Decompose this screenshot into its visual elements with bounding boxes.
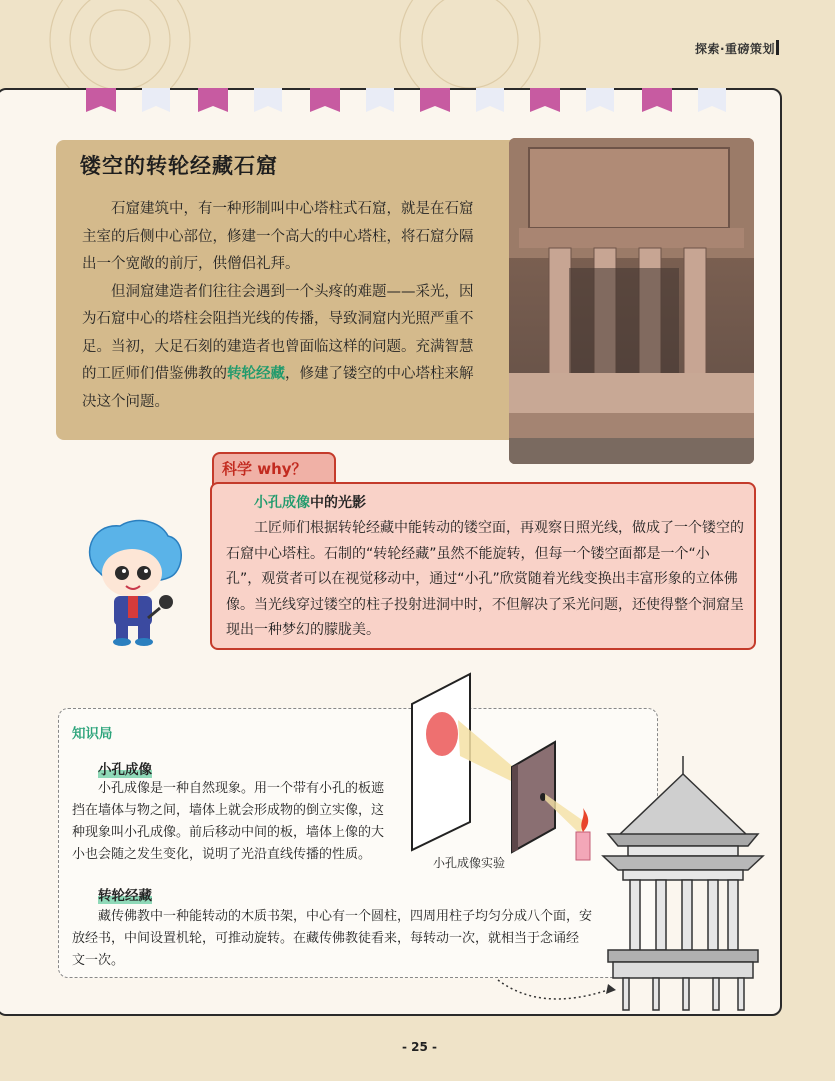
article-paragraph-2 — [82, 279, 474, 417]
article-title: 镂空的转轮经藏石窟 — [80, 154, 278, 178]
term-prayer-wheel: 转轮经藏 — [98, 884, 152, 904]
science-why-body: 工匠师们根据转轮经藏中能转动的镂空面，再观察日照光线，做成了一个镂空的石窟中心塔柱。石制的“转轮经藏”虽然不能旋转，但每一个镂空面都是一个“小孔”，观赏者可以在视觉移动中，通过“小孔”欣赏随着光线变换出丰富形象的立体佛像。当光线穿过镂空的柱子投射进洞中时，不但解决了采光问题，还使得整个洞窟呈现出一种梦幻的朦胧美。 — [226, 520, 744, 638]
highlight-term: 转轮经藏 — [227, 366, 285, 382]
article-paragraph-1: 石窟建筑中，有一种形制叫中心塔柱式石窟，就是在石窟主室的后侧中心部位，修建一个高大的中心塔柱，将石窟分隔出一个宽敞的前厅，供僧侣礼拜。 — [82, 201, 474, 272]
experiment-caption: 小孔成像实验 — [433, 856, 506, 870]
prayer-wheel-line-3: 文一次。 — [72, 953, 125, 968]
pinhole-description — [72, 778, 410, 866]
article-body — [82, 196, 474, 416]
subtitle-rest: 中的光影 — [310, 495, 366, 511]
pinhole-line-2: 挡在墙体与物之间，墙体上就会形成物的倒立实像，这 — [72, 803, 385, 818]
subtitle-highlight: 小孔成像 — [254, 495, 310, 511]
article-paragraph-2-end: ，修建了镂空的中心塔柱来解决这个问题。 — [82, 366, 474, 410]
pavilion-illustration — [598, 756, 768, 1012]
mascot-illustration — [80, 518, 186, 648]
science-why-subtitle — [254, 492, 366, 512]
page-number: - 25 - — [402, 1040, 438, 1054]
pinhole-experiment-diagram — [400, 672, 610, 872]
cave-photo — [509, 138, 754, 464]
science-why-label: 科学 why？ — [222, 460, 307, 478]
section-label: 探索·重磅策划 — [694, 42, 775, 56]
bunting-decoration — [0, 88, 835, 116]
term-pinhole-imaging: 小孔成像 — [98, 758, 152, 778]
knowledge-title: 知识局 — [72, 726, 113, 742]
pinhole-line-1: 小孔成像是一种自然现象。用一个带有小孔的板遮 — [98, 781, 385, 796]
pinhole-line-4: 小也会随之发生变化，说明了光沿直线传播的性质。 — [72, 847, 372, 862]
prayer-wheel-line-2: 放经书，中间设置机轮，可推动旋转。在藏传佛教徒看来，每转动一次，就相当于念诵经 — [72, 931, 580, 946]
dotted-arrow — [490, 960, 620, 1010]
pinhole-line-3: 种现象叫小孔成像。前后移动中间的板，墙体上像的大 — [72, 825, 385, 840]
article-paragraph-2-text: 但洞窟建造者们往往会遇到一个头疼的难题——采光，因为石窟中心的塔柱会阻挡光线的传播，导致洞窟内光照严重不足。当初，大足石刻的建造者也曾面临这样的问题。充满智慧的工匠师们借鉴佛教的 — [82, 283, 474, 382]
prayer-wheel-line-1: 藏传佛教中一种能转动的木质书架，中心有一个圆柱，四周用柱子均匀分成八个面，安 — [98, 909, 593, 924]
section-label-bar — [776, 40, 779, 55]
